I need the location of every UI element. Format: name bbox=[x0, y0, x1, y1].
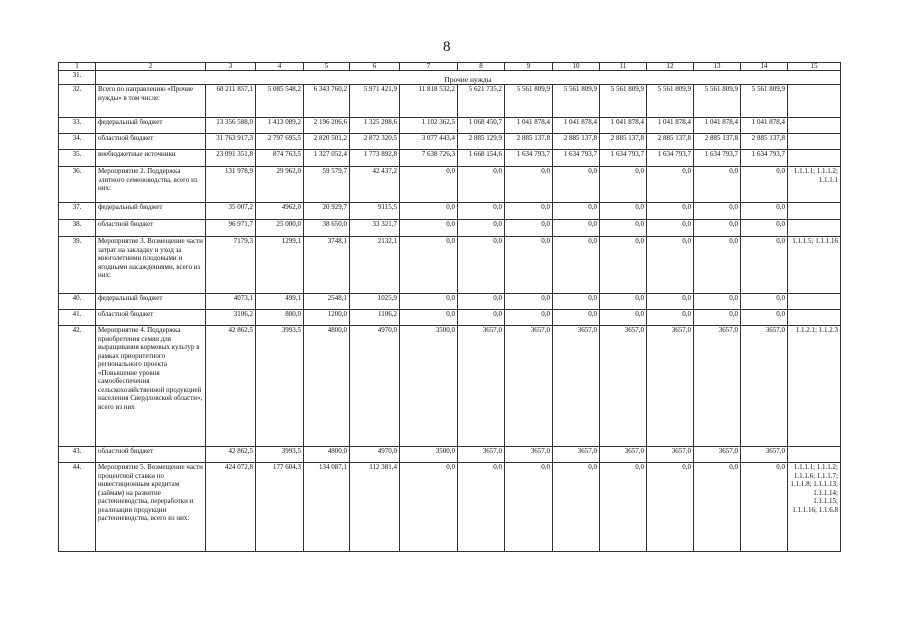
value-cell: 177 604,3 bbox=[256, 463, 304, 552]
value-cell: 3657,0 bbox=[647, 326, 694, 447]
value-cell: 1 041 878,4 bbox=[505, 118, 553, 134]
value-cell: 33 321,7 bbox=[350, 220, 400, 237]
value-cell: 1200,0 bbox=[304, 310, 350, 326]
value-cell: 2 885 137,8 bbox=[741, 134, 788, 150]
value-cell: 7179,3 bbox=[206, 237, 256, 294]
value-cell: 5 085 548,2 bbox=[256, 85, 304, 118]
value-cell: 0,0 bbox=[400, 167, 458, 203]
value-cell: 0,0 bbox=[694, 203, 741, 220]
value-cell: 1 102 362,5 bbox=[400, 118, 458, 134]
value-cell: 800,0 bbox=[256, 310, 304, 326]
value-cell: 0,0 bbox=[647, 220, 694, 237]
value-cell: 0,0 bbox=[553, 167, 600, 203]
value-cell: 0,0 bbox=[505, 310, 553, 326]
value-cell: 5 561 809,9 bbox=[647, 85, 694, 118]
value-cell: 3500,0 bbox=[400, 447, 458, 463]
table-row bbox=[59, 326, 841, 447]
value-cell: 1 634 793,7 bbox=[694, 150, 741, 167]
value-cell: 0,0 bbox=[400, 294, 458, 310]
value-cell: 0,0 bbox=[458, 310, 505, 326]
value-cell: 0,0 bbox=[400, 463, 458, 552]
row-number: 35. bbox=[59, 150, 96, 167]
value-cell: 0,0 bbox=[694, 237, 741, 294]
value-cell: 0,0 bbox=[741, 220, 788, 237]
value-cell: 0,0 bbox=[694, 167, 741, 203]
value-cell: 1 041 878,4 bbox=[553, 118, 600, 134]
value-cell: 3657,0 bbox=[694, 326, 741, 447]
value-cell: 1 634 793,7 bbox=[505, 150, 553, 167]
value-cell: 1 041 878,4 bbox=[647, 118, 694, 134]
value-cell: 7 638 726,3 bbox=[400, 150, 458, 167]
row-number: 40. bbox=[59, 294, 96, 310]
table-row bbox=[59, 134, 841, 150]
value-cell: 3993,5 bbox=[256, 326, 304, 447]
value-cell: 3657,0 bbox=[647, 447, 694, 463]
row-number: 38. bbox=[59, 220, 96, 237]
value-cell: 0,0 bbox=[553, 220, 600, 237]
value-cell: 3657,0 bbox=[600, 447, 647, 463]
row-number: 33. bbox=[59, 118, 96, 134]
table-row bbox=[59, 463, 841, 552]
value-cell: 42 862,5 bbox=[206, 447, 256, 463]
col-num: 9 bbox=[505, 63, 553, 71]
value-cell: 5 561 809,9 bbox=[505, 85, 553, 118]
reference-cell: 1.1.1.1; 1.1.1.2; 1.1.1.6; 1.1.1.7; 1.1.1.8; 1.1.1.13; 1.1.1.14; 1.1.1.15; 1.1.1.16; 1.1.6.8 bbox=[788, 463, 841, 552]
value-cell: 0,0 bbox=[458, 463, 505, 552]
value-cell: 0,0 bbox=[741, 203, 788, 220]
value-cell: 0,0 bbox=[647, 294, 694, 310]
row-number: 42. bbox=[59, 326, 96, 447]
row-number: 37. bbox=[59, 203, 96, 220]
value-cell: 0,0 bbox=[505, 203, 553, 220]
value-cell: 3657,0 bbox=[458, 326, 505, 447]
value-cell: 20 929,7 bbox=[304, 203, 350, 220]
value-cell: 0,0 bbox=[505, 463, 553, 552]
reference-cell bbox=[788, 294, 841, 310]
col-num: 1 bbox=[59, 63, 96, 71]
page-number: 8 bbox=[443, 39, 451, 55]
value-cell: 0,0 bbox=[600, 310, 647, 326]
value-cell: 2 797 695,5 bbox=[256, 134, 304, 150]
value-cell: 2 885 137,8 bbox=[600, 134, 647, 150]
value-cell: 4970,0 bbox=[350, 447, 400, 463]
value-cell: 0,0 bbox=[505, 167, 553, 203]
value-cell: 4073,1 bbox=[206, 294, 256, 310]
table-row bbox=[59, 237, 841, 294]
value-cell: 1106,2 bbox=[350, 310, 400, 326]
value-cell: 1 668 154,6 bbox=[458, 150, 505, 167]
row-number: 41. bbox=[59, 310, 96, 326]
value-cell: 3106,2 bbox=[206, 310, 256, 326]
value-cell: 1 041 878,4 bbox=[694, 118, 741, 134]
row-name: федеральный бюджет bbox=[96, 203, 206, 220]
value-cell: 2 885 137,8 bbox=[553, 134, 600, 150]
value-cell: 2 885 137,8 bbox=[694, 134, 741, 150]
value-cell: 0,0 bbox=[400, 220, 458, 237]
value-cell: 5 971 421,9 bbox=[350, 85, 400, 118]
value-cell: 96 971,7 bbox=[206, 220, 256, 237]
value-cell: 5 561 809,9 bbox=[741, 85, 788, 118]
col-num: 11 bbox=[600, 63, 647, 71]
row-name: Мероприятие 4. Поддержка приобретения семян для выращивания кормовых культур в рамках приоритетного регионального проекта «Повышение уровня самообеспечения сельскохозяйственной продукцией населения Свердловской области», всего из них bbox=[96, 326, 206, 447]
row-name: федеральный бюджет bbox=[96, 294, 206, 310]
value-cell: 11 818 532,2 bbox=[400, 85, 458, 118]
value-cell: 1 634 793,7 bbox=[600, 150, 647, 167]
col-num: 12 bbox=[647, 63, 694, 71]
col-num: 8 bbox=[458, 63, 505, 71]
value-cell: 0,0 bbox=[505, 237, 553, 294]
value-cell: 3993,5 bbox=[256, 447, 304, 463]
value-cell: 4800,0 bbox=[304, 447, 350, 463]
value-cell: 3657,0 bbox=[741, 326, 788, 447]
reference-cell: 1.1.1.5; 1.1.1.16 bbox=[788, 237, 841, 294]
value-cell: 0,0 bbox=[458, 294, 505, 310]
value-cell: 0,0 bbox=[400, 203, 458, 220]
value-cell: 0,0 bbox=[741, 310, 788, 326]
col-num: 7 bbox=[400, 63, 458, 71]
row-number: 43. bbox=[59, 447, 96, 463]
value-cell: 1 041 878,4 bbox=[600, 118, 647, 134]
row-name: федеральный бюджет bbox=[96, 118, 206, 134]
table-row bbox=[59, 220, 841, 237]
value-cell: 0,0 bbox=[458, 237, 505, 294]
value-cell: 6 343 760,2 bbox=[304, 85, 350, 118]
value-cell: 0,0 bbox=[694, 310, 741, 326]
row-name: областной бюджет bbox=[96, 447, 206, 463]
value-cell: 5 621 735,2 bbox=[458, 85, 505, 118]
column-number-row bbox=[59, 63, 841, 71]
col-num: 15 bbox=[788, 63, 841, 71]
row-name: областной бюджет bbox=[96, 220, 206, 237]
value-cell: 1 773 892,8 bbox=[350, 150, 400, 167]
value-cell: 2 885 129,9 bbox=[458, 134, 505, 150]
value-cell: 0,0 bbox=[458, 167, 505, 203]
row-number: 36. bbox=[59, 167, 96, 203]
value-cell: 3657,0 bbox=[458, 447, 505, 463]
value-cell: 1 327 052,4 bbox=[304, 150, 350, 167]
table-row bbox=[59, 167, 841, 203]
section-title: Прочие нужды bbox=[96, 71, 841, 85]
value-cell: 0,0 bbox=[400, 237, 458, 294]
value-cell: 0,0 bbox=[694, 294, 741, 310]
value-cell: 0,0 bbox=[741, 167, 788, 203]
value-cell: 1 413 089,2 bbox=[256, 118, 304, 134]
reference-cell bbox=[788, 220, 841, 237]
table-row bbox=[59, 85, 841, 118]
value-cell: 0,0 bbox=[505, 220, 553, 237]
value-cell: 1 634 793,7 bbox=[553, 150, 600, 167]
value-cell: 2 872 320,5 bbox=[350, 134, 400, 150]
value-cell: 2548,1 bbox=[304, 294, 350, 310]
row-name: внебюджетные источники bbox=[96, 150, 206, 167]
value-cell: 5 561 809,9 bbox=[694, 85, 741, 118]
value-cell: 0,0 bbox=[553, 294, 600, 310]
table-row bbox=[59, 150, 841, 167]
value-cell: 0,0 bbox=[600, 203, 647, 220]
reference-cell bbox=[788, 118, 841, 134]
row-number: 31. bbox=[59, 71, 96, 85]
value-cell: 1299,1 bbox=[256, 237, 304, 294]
row-name: Всего по направлению «Прочие нужды» в том числе: bbox=[96, 85, 206, 118]
value-cell: 3748,1 bbox=[304, 237, 350, 294]
value-cell: 0,0 bbox=[553, 310, 600, 326]
reference-cell bbox=[788, 134, 841, 150]
value-cell: 35 007,2 bbox=[206, 203, 256, 220]
value-cell: 23 091 351,8 bbox=[206, 150, 256, 167]
value-cell: 3657,0 bbox=[741, 447, 788, 463]
budget-table bbox=[58, 62, 841, 552]
value-cell: 3500,0 bbox=[400, 326, 458, 447]
value-cell: 3657,0 bbox=[553, 326, 600, 447]
value-cell: 424 072,8 bbox=[206, 463, 256, 552]
value-cell: 112 381,4 bbox=[350, 463, 400, 552]
value-cell: 874 763,5 bbox=[256, 150, 304, 167]
value-cell: 42 862,5 bbox=[206, 326, 256, 447]
value-cell: 5 561 809,9 bbox=[553, 85, 600, 118]
value-cell: 1025,9 bbox=[350, 294, 400, 310]
col-num: 5 bbox=[304, 63, 350, 71]
value-cell: 4970,0 bbox=[350, 326, 400, 447]
value-cell: 0,0 bbox=[505, 294, 553, 310]
value-cell: 0,0 bbox=[600, 237, 647, 294]
table-row bbox=[59, 294, 841, 310]
value-cell: 0,0 bbox=[553, 203, 600, 220]
row-name: Мероприятие 3. Возмещение части затрат на закладку и уход за многолетними плодовыми и ягодными насаждениями, всего из них: bbox=[96, 237, 206, 294]
value-cell: 134 087,1 bbox=[304, 463, 350, 552]
value-cell: 0,0 bbox=[647, 203, 694, 220]
reference-cell bbox=[788, 447, 841, 463]
value-cell: 1 041 878,4 bbox=[741, 118, 788, 134]
value-cell: 9115,5 bbox=[350, 203, 400, 220]
value-cell: 0,0 bbox=[647, 237, 694, 294]
reference-cell: 1.1.1.1; 1.1.1.2; 1.1.1.1 bbox=[788, 167, 841, 203]
value-cell: 0,0 bbox=[458, 203, 505, 220]
value-cell: 2 885 137,8 bbox=[647, 134, 694, 150]
value-cell: 3657,0 bbox=[553, 447, 600, 463]
value-cell: 0,0 bbox=[647, 310, 694, 326]
reference-cell: 1.1.2.1; 1.1.2.3 bbox=[788, 326, 841, 447]
reference-cell bbox=[788, 85, 841, 118]
col-num: 14 bbox=[741, 63, 788, 71]
value-cell: 0,0 bbox=[458, 220, 505, 237]
value-cell: 2 196 206,6 bbox=[304, 118, 350, 134]
value-cell: 2 885 137,8 bbox=[505, 134, 553, 150]
value-cell: 1 634 793,7 bbox=[741, 150, 788, 167]
value-cell: 25 000,0 bbox=[256, 220, 304, 237]
value-cell: 42 437,2 bbox=[350, 167, 400, 203]
value-cell: 2132,1 bbox=[350, 237, 400, 294]
value-cell: 1 068 450,7 bbox=[458, 118, 505, 134]
value-cell: 38 650,0 bbox=[304, 220, 350, 237]
table-row bbox=[59, 203, 841, 220]
value-cell: 499,1 bbox=[256, 294, 304, 310]
row-name: Мероприятие 2. Поддержка элитного семеноводства, всего из них: bbox=[96, 167, 206, 203]
col-num: 6 bbox=[350, 63, 400, 71]
value-cell: 0,0 bbox=[741, 463, 788, 552]
table-row bbox=[59, 310, 841, 326]
row-name: областной бюджет bbox=[96, 134, 206, 150]
col-num: 3 bbox=[206, 63, 256, 71]
col-num: 2 bbox=[96, 63, 206, 71]
value-cell: 59 579,7 bbox=[304, 167, 350, 203]
value-cell: 0,0 bbox=[741, 294, 788, 310]
value-cell: 0,0 bbox=[694, 463, 741, 552]
section-row bbox=[59, 71, 841, 85]
value-cell: 2 820 501,2 bbox=[304, 134, 350, 150]
col-num: 10 bbox=[553, 63, 600, 71]
reference-cell bbox=[788, 310, 841, 326]
value-cell: 1 634 793,7 bbox=[647, 150, 694, 167]
value-cell: 0,0 bbox=[400, 310, 458, 326]
value-cell: 1 325 208,6 bbox=[350, 118, 400, 134]
value-cell: 0,0 bbox=[553, 463, 600, 552]
value-cell: 0,0 bbox=[741, 237, 788, 294]
value-cell: 3657,0 bbox=[600, 326, 647, 447]
value-cell: 31 763 917,3 bbox=[206, 134, 256, 150]
value-cell: 0,0 bbox=[553, 237, 600, 294]
value-cell: 3657,0 bbox=[694, 447, 741, 463]
row-number: 32. bbox=[59, 85, 96, 118]
value-cell: 0,0 bbox=[600, 294, 647, 310]
value-cell: 29 962,0 bbox=[256, 167, 304, 203]
value-cell: 3657,0 bbox=[505, 447, 553, 463]
row-name: Мероприятие 5. Возмещение части процентной ставки по инвестиционным кредитам (займам) на развитие растениеводства, переработки и реализации продукции растениеводства, всего из них: bbox=[96, 463, 206, 552]
row-number: 39. bbox=[59, 237, 96, 294]
value-cell: 4800,0 bbox=[304, 326, 350, 447]
value-cell: 3 077 443,4 bbox=[400, 134, 458, 150]
reference-cell bbox=[788, 203, 841, 220]
table-row bbox=[59, 447, 841, 463]
value-cell: 3657,0 bbox=[505, 326, 553, 447]
value-cell: 0,0 bbox=[600, 167, 647, 203]
value-cell: 5 561 809,9 bbox=[600, 85, 647, 118]
value-cell: 0,0 bbox=[647, 463, 694, 552]
value-cell: 68 211 857,1 bbox=[206, 85, 256, 118]
reference-cell bbox=[788, 150, 841, 167]
row-number: 34. bbox=[59, 134, 96, 150]
value-cell: 131 978,9 bbox=[206, 167, 256, 203]
col-num: 13 bbox=[694, 63, 741, 71]
row-number: 44. bbox=[59, 463, 96, 552]
value-cell: 4962,0 bbox=[256, 203, 304, 220]
col-num: 4 bbox=[256, 63, 304, 71]
row-name: областной бюджет bbox=[96, 310, 206, 326]
value-cell: 13 356 588,0 bbox=[206, 118, 256, 134]
value-cell: 0,0 bbox=[600, 220, 647, 237]
value-cell: 0,0 bbox=[600, 463, 647, 552]
table-row bbox=[59, 118, 841, 134]
value-cell: 0,0 bbox=[694, 220, 741, 237]
value-cell: 0,0 bbox=[647, 167, 694, 203]
